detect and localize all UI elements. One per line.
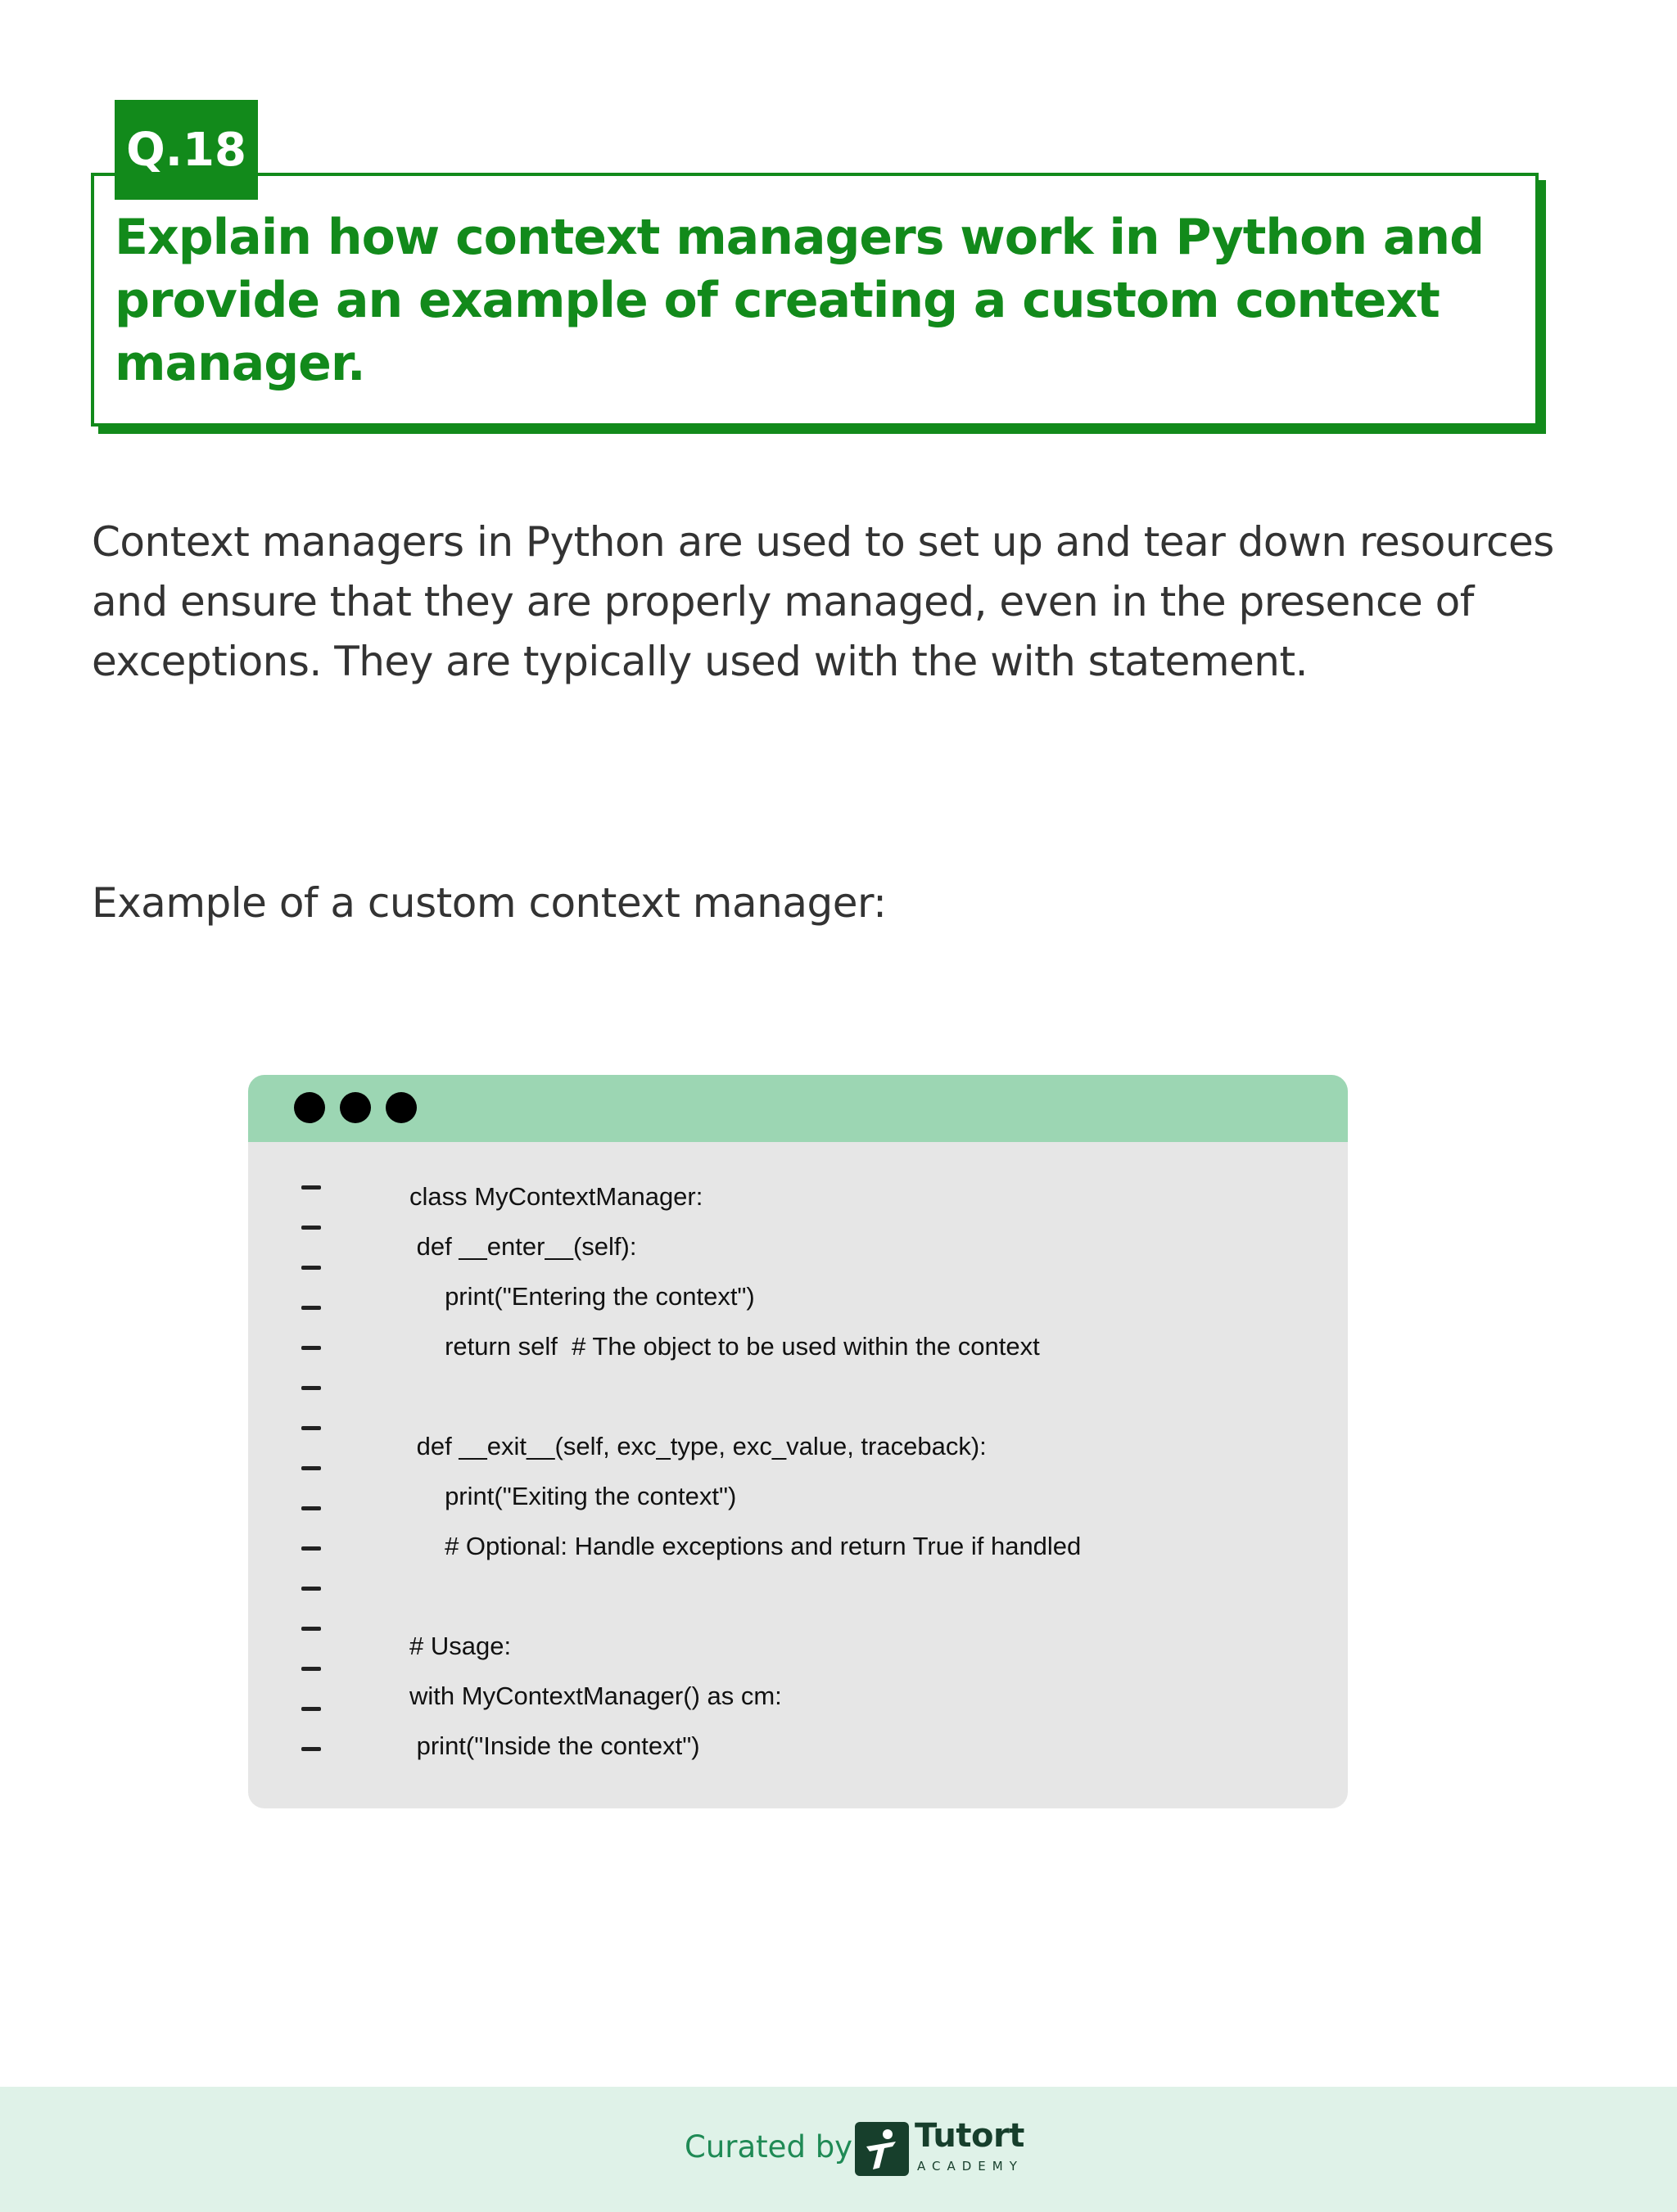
code-line: class MyContextManager:: [409, 1182, 703, 1211]
code-line: # Optional: Handle exceptions and return True if handled: [409, 1532, 1082, 1560]
line-marker: [301, 1426, 321, 1430]
line-marker: [301, 1306, 321, 1310]
code-line: return self # The object to be used within the context: [409, 1332, 1040, 1361]
code-window-titlebar: [248, 1075, 1348, 1142]
line-marker: [301, 1185, 321, 1190]
line-marker: [301, 1747, 321, 1751]
line-marker: [301, 1226, 321, 1230]
question-title: Explain how context managers work in Python and provide an example of creating a custom context manager.: [115, 209, 1485, 392]
line-marker: [301, 1466, 321, 1470]
line-marker-column: [301, 1185, 321, 1787]
line-marker: [301, 1266, 321, 1270]
code-window: [248, 1075, 1348, 1808]
line-marker: [301, 1546, 321, 1551]
code-line: [409, 1571, 1327, 1621]
line-marker: [301, 1346, 321, 1350]
window-dot-icon: [340, 1092, 371, 1123]
code-line: print("Exiting the context"): [409, 1482, 737, 1510]
line-marker: [301, 1506, 321, 1510]
tutort-logo-icon: [855, 2122, 909, 2176]
question-number-badge: Q.18: [115, 100, 258, 200]
brand-subtitle: ACADEMY: [917, 2159, 1024, 2174]
line-marker: [301, 1627, 321, 1631]
brand-name: Tutort: [915, 2117, 1024, 2155]
line-marker: [301, 1707, 321, 1711]
line-marker: [301, 1667, 321, 1671]
line-marker: [301, 1587, 321, 1591]
code-line: def __exit__(self, exc_type, exc_value, traceback):: [409, 1432, 987, 1460]
code-block: [409, 1171, 1327, 1771]
line-marker: [301, 1386, 321, 1390]
code-line: print("Inside the context"): [409, 1731, 700, 1760]
example-label: Example of a custom context manager:: [92, 879, 887, 927]
code-line: def __enter__(self):: [409, 1232, 637, 1261]
answer-paragraph: Context managers in Python are used to set up and tear down resources and ensure that they are properly managed, even in the presence of exceptions. They are typically used with the with statement.: [92, 518, 1554, 685]
code-line: [409, 1371, 1327, 1421]
code-line: # Usage:: [409, 1632, 512, 1660]
code-line: print("Entering the context"): [409, 1282, 755, 1311]
window-dot-icon: [386, 1092, 417, 1123]
code-line: with MyContextManager() as cm:: [409, 1682, 782, 1710]
curated-by-label: Curated by: [685, 2129, 853, 2165]
window-dot-icon: [294, 1092, 325, 1123]
